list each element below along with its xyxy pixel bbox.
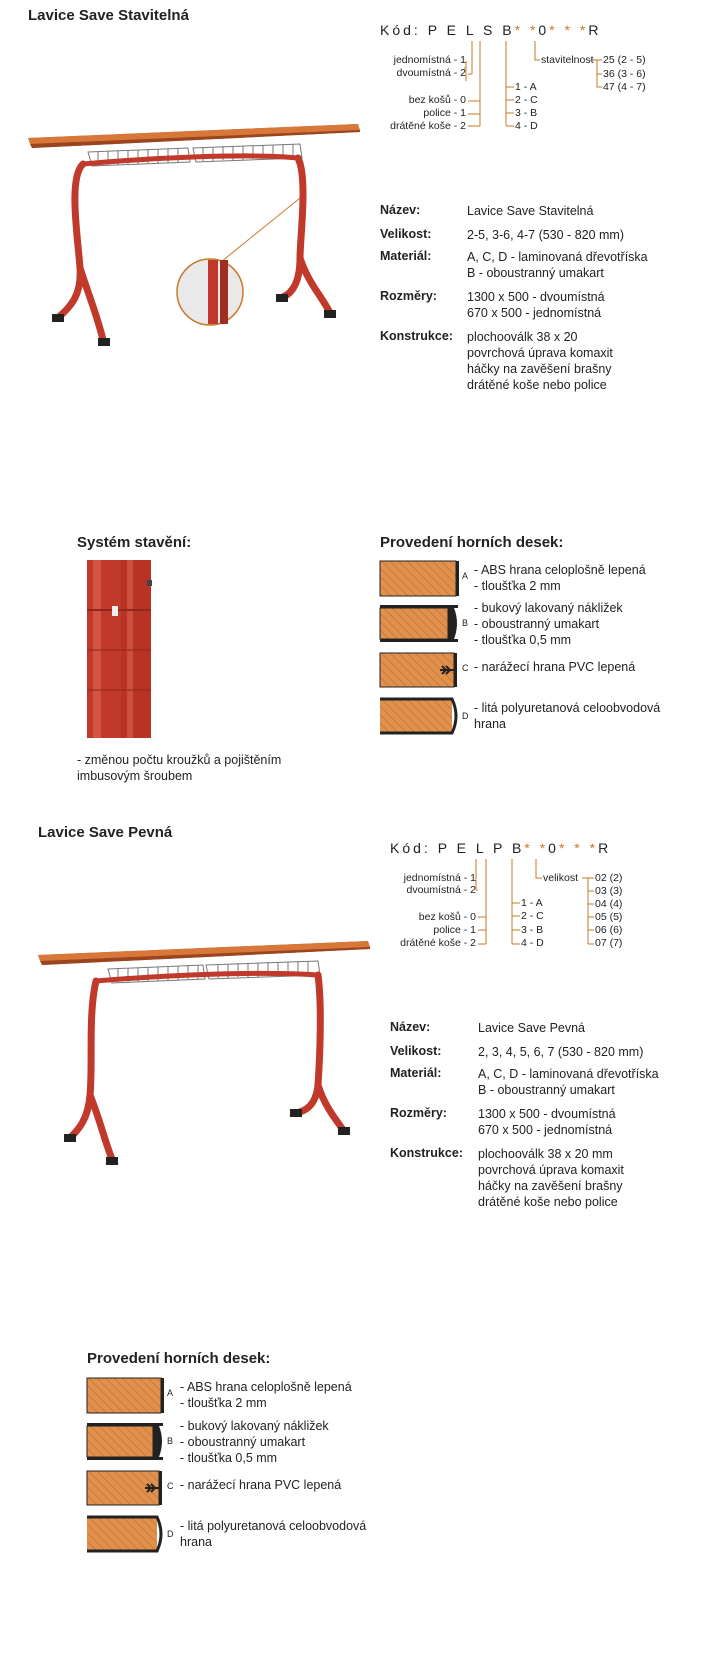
edge-profile-c — [87, 1470, 417, 1510]
spec-label: Název: — [380, 203, 421, 217]
code-option: 1 - A — [515, 81, 537, 93]
spec-value: plochooválk 38 x 20 mm — [478, 1147, 613, 1161]
spec-value: háčky na zavěšení brašny — [467, 362, 612, 376]
spec-value: povrchová úprava komaxit — [478, 1163, 624, 1177]
spec-label: Materiál: — [380, 249, 432, 263]
tops-title: Provedení horních desek: — [87, 1350, 271, 1367]
section2-title: Lavice Save Pevná — [38, 824, 173, 841]
spec-label: Název: — [390, 1020, 431, 1034]
code-option: 04 (4) — [595, 898, 623, 910]
edge-desc: - oboustranný umakart — [474, 617, 600, 631]
code-option: 1 - A — [521, 897, 543, 909]
adjust-caption: imbusovým šroubem — [77, 769, 193, 783]
product-code: Kód: P E L S B* *0* * *R — [380, 22, 602, 38]
code-option: dvoumístná - 2 — [396, 67, 466, 79]
spec-value: drátěné koše nebo police — [467, 378, 607, 392]
edge-letter: A — [167, 1388, 174, 1398]
edge-letter: C — [462, 663, 469, 673]
code-option: drátěné koše - 2 — [390, 120, 466, 132]
edge-sample-a — [87, 1377, 177, 1415]
product-code-diagram — [380, 22, 680, 142]
edge-desc: - litá polyuretanová celoobvodová — [474, 701, 661, 715]
code-option: bez košů - 0 — [408, 94, 466, 106]
spec-value: 1300 x 500 - dvoumístná — [467, 290, 605, 304]
edge-sample-b — [380, 605, 470, 645]
code-option: 3 - B — [515, 107, 538, 119]
edge-letter: B — [167, 1436, 174, 1446]
edge-desc: - litá polyuretanová celoobvodová — [180, 1519, 367, 1533]
code-option: 05 (5) — [595, 911, 623, 923]
code-option: 2 - C — [515, 94, 538, 106]
spec-value: 670 x 500 - jednomístná — [478, 1123, 613, 1137]
spec-label: Rozměry: — [380, 289, 437, 303]
edge-profile-d — [87, 1516, 417, 1556]
code-option: jednomístná - 1 — [403, 872, 476, 884]
section1-title: Lavice Save Stavitelná — [28, 7, 189, 24]
tops-title: Provedení horních desek: — [380, 534, 564, 551]
edge-desc: hrana — [180, 1535, 212, 1549]
spec-value: 670 x 500 - jednomístná — [467, 306, 602, 320]
code-option: drátěné koše - 2 — [400, 937, 476, 949]
spec-value: háčky na zavěšení brašny — [478, 1179, 623, 1193]
spec-value: 1300 x 500 - dvoumístná — [478, 1107, 616, 1121]
code-option: 03 (3) — [595, 885, 623, 897]
edge-desc: hrana — [474, 717, 506, 731]
edge-sample-d — [380, 698, 470, 736]
edge-letter: C — [167, 1481, 174, 1491]
edge-desc: - tloušťka 0,5 mm — [474, 633, 572, 647]
code-option: police - 1 — [423, 107, 466, 119]
spec-label: Rozměry: — [390, 1106, 447, 1120]
edge-desc: - bukový lakovaný nákližek — [180, 1419, 329, 1433]
edge-profile-d — [380, 698, 710, 738]
code-option: 4 - D — [521, 937, 544, 949]
edge-profile-c — [380, 652, 710, 692]
code-option-label: stavitelnost — [541, 54, 594, 66]
spec-value: povrchová úprava komaxit — [467, 346, 613, 360]
code-option: 4 - D — [515, 120, 538, 132]
code-option: bez košů - 0 — [418, 911, 476, 923]
adjustment-detail-photo — [87, 560, 157, 738]
spec-value: A, C, D - laminovaná dřevotříska — [478, 1067, 659, 1081]
spec-value: A, C, D - laminovaná dřevotříska — [467, 250, 648, 264]
desk-adjustable-illustration — [28, 118, 368, 348]
code-option: 25 (2 - 5) — [603, 54, 646, 66]
edge-profile-a — [87, 1377, 417, 1417]
code-option: 06 (6) — [595, 924, 623, 936]
spec-label: Konstrukce: — [380, 329, 453, 343]
spec-label: Velikost: — [390, 1044, 442, 1058]
edge-sample-c — [87, 1470, 177, 1508]
spec-value: Lavice Save Stavitelná — [467, 204, 594, 218]
edge-letter: D — [462, 711, 469, 721]
edge-profile-a — [380, 560, 710, 600]
code-option-label: velikost — [543, 872, 579, 884]
edge-profile-b — [87, 1419, 417, 1465]
spec-value: Lavice Save Pevná — [478, 1021, 586, 1035]
product-code-diagram — [390, 840, 690, 960]
code-option: dvoumístná - 2 — [406, 884, 476, 896]
edge-desc: - tloušťka 2 mm — [474, 579, 561, 593]
edge-desc: - ABS hrana celoplošně lepená — [180, 1380, 352, 1394]
adjust-caption: - změnou počtu kroužků a pojištěním — [77, 753, 282, 767]
code-option: police - 1 — [433, 924, 476, 936]
code-option: jednomístná - 1 — [393, 54, 466, 66]
edge-sample-d — [87, 1516, 177, 1554]
desk-fixed-illustration — [38, 935, 378, 1165]
spec-label: Konstrukce: — [390, 1146, 463, 1160]
edge-letter: D — [167, 1529, 174, 1539]
edge-desc: - narážecí hrana PVC lepená — [474, 660, 636, 674]
code-option: 2 - C — [521, 910, 544, 922]
spec-label: Velikost: — [380, 227, 432, 241]
edge-sample-a — [380, 560, 470, 598]
edge-desc: - ABS hrana celoplošně lepená — [474, 563, 646, 577]
edge-sample-c — [380, 652, 470, 690]
spec-value: plochooválk 38 x 20 — [467, 330, 578, 344]
spec-value: B - oboustranný umakart — [467, 266, 604, 280]
edge-desc: - tloušťka 2 mm — [180, 1396, 267, 1410]
code-option: 02 (2) — [595, 872, 623, 884]
spec-value: B - oboustranný umakart — [478, 1083, 615, 1097]
spec-value: 2-5, 3-6, 4-7 (530 - 820 mm) — [467, 228, 625, 242]
edge-desc: - bukový lakovaný nákližek — [474, 601, 623, 615]
adjust-system-title: Systém stavění: — [77, 534, 192, 551]
code-option: 36 (3 - 6) — [603, 68, 646, 80]
spec-value: 2, 3, 4, 5, 6, 7 (530 - 820 mm) — [478, 1045, 644, 1059]
edge-letter: B — [462, 618, 469, 628]
edge-desc: - tloušťka 0,5 mm — [180, 1451, 278, 1465]
product-code: Kód: P E L P B* *0* * *R — [390, 840, 612, 856]
edge-desc: - oboustranný umakart — [180, 1435, 306, 1449]
edge-desc: - narážecí hrana PVC lepená — [180, 1478, 342, 1492]
spec-label: Materiál: — [390, 1066, 442, 1080]
edge-sample-b — [87, 1423, 177, 1463]
edge-profile-b — [380, 601, 710, 647]
code-option: 07 (7) — [595, 937, 623, 949]
code-option: 3 - B — [521, 924, 544, 936]
code-option: 47 (4 - 7) — [603, 81, 646, 93]
edge-letter: A — [462, 571, 469, 581]
spec-value: drátěné koše nebo police — [478, 1195, 618, 1209]
